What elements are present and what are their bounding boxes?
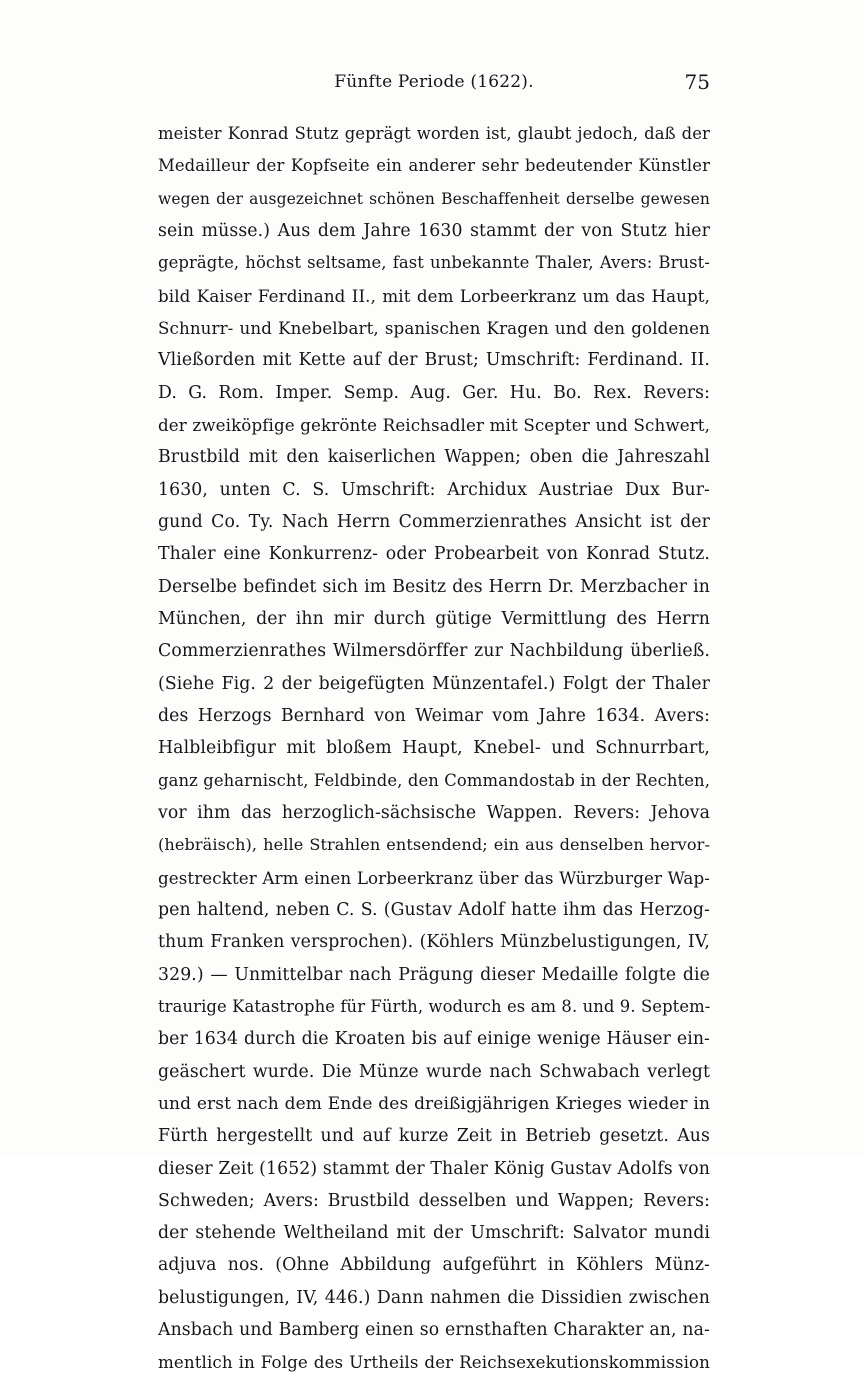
- text-line: bild Kaiser Ferdinand II., mit dem Lorbeerkranz um das Haupt,: [158, 285, 710, 306]
- text-line: Schnurr- und Knebelbart, spanischen Kragen und den goldenen: [158, 317, 710, 338]
- text-line: und erst nach dem Ende des dreißigjährigen Krieges wieder in: [158, 1093, 710, 1114]
- text-line: gund Co. Ty. Nach Herrn Commerzienrathes Ansicht ist der: [158, 511, 710, 532]
- text-line: der stehende Weltheiland mit der Umschrift: Salvator mundi: [158, 1223, 710, 1244]
- text-line: 1630, unten C. S. Umschrift: Archidux Austriae Dux Bur-: [158, 479, 710, 500]
- text-line: D. G. Rom. Imper. Semp. Aug. Ger. Hu. Bo. Rex. Revers:: [158, 382, 710, 403]
- text-line: ber 1634 durch die Kroaten bis auf einige wenige Häuser ein-: [158, 1029, 710, 1050]
- text-line: ganz geharnischt, Feldbinde, den Commandostab in der Rechten,: [158, 770, 710, 790]
- page-number: 75: [684, 70, 710, 94]
- text-line: pen haltend, neben C. S. (Gustav Adolf hatte ihm das Herzog-: [158, 899, 710, 920]
- body-text: [158, 118, 710, 1379]
- text-line: traurige Katastrophe für Fürth, wodurch es am 8. und 9. Septem-: [158, 996, 710, 1016]
- text-line: München, der ihn mir durch gütige Vermittlung des Herrn: [158, 608, 710, 629]
- text-line: thum Franken versprochen). (Köhlers Münzbelustigungen, IV,: [158, 932, 710, 953]
- text-line: Ansbach und Bamberg einen so ernsthaften Charakter an, na-: [158, 1320, 710, 1341]
- text-line: (Siehe Fig. 2 der beigefügten Münzentafel.) Folgt der Thaler: [158, 673, 710, 694]
- running-head: [158, 70, 710, 98]
- text-line: Medailleur der Kopfseite ein anderer sehr bedeutender Künstler: [158, 156, 710, 176]
- text-line: sein müsse.) Aus dem Jahre 1630 stammt der von Stutz hier: [158, 220, 710, 241]
- text-line: der zweiköpfige gekrönte Reichsadler mit Scepter und Schwert,: [158, 414, 710, 435]
- text-line: meister Konrad Stutz geprägt worden ist, glaubt jedoch, daß der: [158, 124, 710, 143]
- running-title: Fünfte Periode (1622).: [334, 72, 534, 92]
- text-line: (hebräisch), helle Strahlen entsendend; ein aus denselben hervor-: [158, 835, 710, 855]
- text-line: 329.) — Unmittelbar nach Prägung dieser Medaille folgte die: [158, 964, 710, 985]
- text-line: Fürth hergestellt und auf kurze Zeit in Betrieb gesetzt. Aus: [158, 1126, 710, 1147]
- text-line: geäschert wurde. Die Münze wurde nach Schwabach verlegt: [158, 1061, 710, 1082]
- text-line: Schweden; Avers: Brustbild desselben und Wappen; Revers:: [158, 1190, 710, 1211]
- text-line: Halbleibfigur mit bloßem Haupt, Knebel- und Schnurrbart,: [158, 738, 710, 759]
- text-line: Commerzienrathes Wilmersdörffer zur Nachbildung überließ.: [158, 641, 710, 662]
- text-line: gestreckter Arm einen Lorbeerkranz über das Würzburger Wap-: [158, 867, 710, 888]
- text-line: Thaler eine Konkurrenz- oder Probearbeit von Konrad Stutz.: [158, 544, 710, 565]
- text-line: mentlich in Folge des Urtheils der Reichsexekutionskommission: [158, 1352, 710, 1373]
- text-line: adjuva nos. (Ohne Abbildung aufgeführt in Köhlers Münz-: [158, 1255, 710, 1276]
- text-line: wegen der ausgezeichnet schönen Beschaffenheit derselbe gewesen: [158, 189, 710, 208]
- text-line: Brustbild mit den kaiserlichen Wappen; oben die Jahreszahl: [158, 447, 710, 468]
- text-line: Derselbe befindet sich im Besitz des Herrn Dr. Merzbacher in: [158, 576, 710, 597]
- text-line: belustigungen, IV, 446.) Dann nahmen die Dissidien zwischen: [158, 1287, 710, 1308]
- text-line: dieser Zeit (1652) stammt der Thaler König Gustav Adolfs von: [158, 1158, 710, 1179]
- text-line: vor ihm das herzoglich-sächsische Wappen. Revers: Jehova: [158, 802, 710, 823]
- text-line: des Herzogs Bernhard von Weimar vom Jahre 1634. Avers:: [158, 705, 710, 726]
- text-line: geprägte, höchst seltsame, fast unbekannte Thaler, Avers: Brust-: [158, 253, 710, 273]
- text-line: Vließorden mit Kette auf der Brust; Umschrift: Ferdinand. II.: [158, 350, 710, 371]
